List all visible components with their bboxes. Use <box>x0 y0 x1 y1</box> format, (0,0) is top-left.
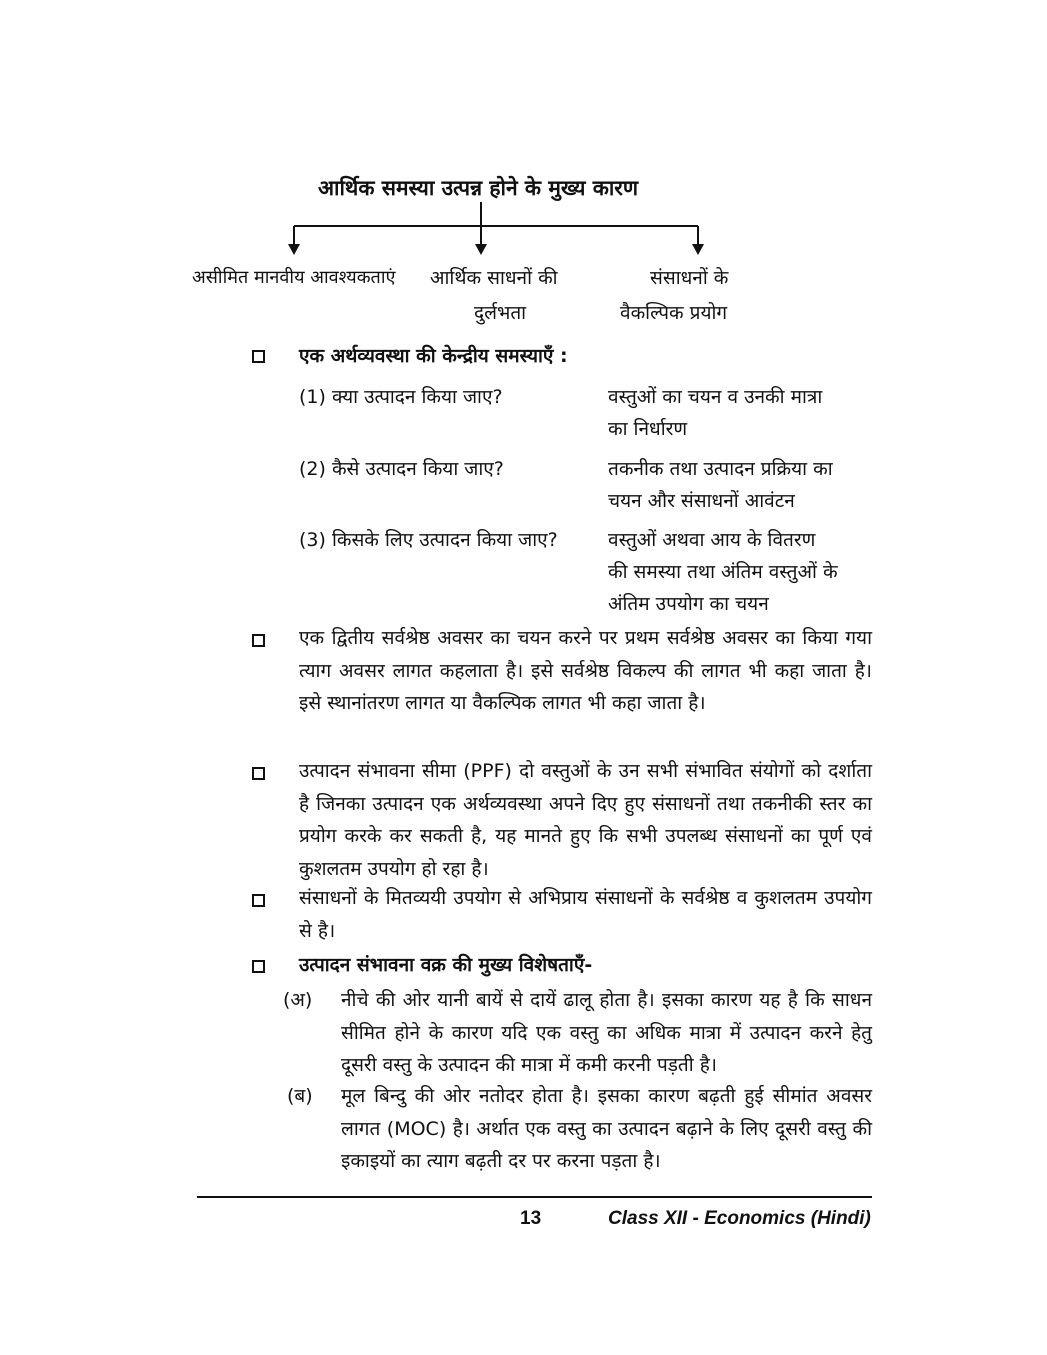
footer-rule <box>197 1196 872 1198</box>
central-answer-1-line2: का निर्धारण <box>608 418 688 440</box>
ppc-item-a-marker: (अ) <box>283 989 313 1011</box>
checkbox-icon <box>252 350 265 363</box>
central-answer-2-line2: चयन और संसाधनों आवंटन <box>608 490 795 512</box>
book-title: Class XII - Economics (Hindi) <box>608 1208 871 1229</box>
page-number: 13 <box>520 1208 542 1229</box>
central-answer-3-line2: की समस्या तथा अंतिम वस्तुओं के <box>608 561 838 583</box>
branch-3-label-line2: वैकल्पिक प्रयोग <box>620 302 728 324</box>
opportunity-cost-paragraph: एक द्वितीय सर्वश्रेष्ठ अवसर का चयन करने पर प्रथम सर्वश्रेष्ठ अवसर का किया गया त्याग अवसर लागत कहलाता है। इसे सर्वश्रेष्ठ विकल्प की लागत भी कहा जाता है। इसे स्थानांतरण लागत या वैकल्पिक लागत भी कहा जाता है। <box>299 627 872 714</box>
central-answer-2-line1: तकनीक तथा उत्पादन प्रक्रिया का <box>608 458 833 480</box>
checkbox-icon <box>252 767 265 780</box>
economical-use-paragraph: संसाधनों के मितव्ययी उपयोग से अभिप्राय संसाधनों के सर्वश्रेष्ठ व कुशलतम उपयोग से है। <box>299 887 872 942</box>
ppf-paragraph: उत्पादन संभावना सीमा (PPF) दो वस्तुओं के उन सभी संभावित संयोगों को दर्शाता है जिनका उत्पादन एक अर्थव्यवस्था अपने दिए हुए संसाधनों तथा तकनीकी स्तर का प्रयोग करके कर सकती है, यह मानते हुए कि सभी उपलब्ध संसाधनों का पूर्ण एवं कुशलतम उपयोग हो रहा है। <box>299 760 872 880</box>
central-question-2: (2) कैसे उत्पादन किया जाए? <box>299 458 504 480</box>
diagram-title: आर्थिक समस्या उत्पन्न होने के मुख्य कारण <box>318 176 639 200</box>
central-answer-3-line3: अंतिम उपयोग का चयन <box>608 593 769 615</box>
checkbox-icon <box>252 634 265 647</box>
ppc-item-b-text: मूल बिन्दु की ओर नतोदर होता है। इसका कारण बढ़ती हुई सीमांत अवसर लागत (MOC) है। अर्थात एक वस्तु का उत्पादन बढ़ाने के लिए दूसरी वस्तु की इकाइयों का त्याग बढ़ती दर पर करना पड़ता है। <box>341 1085 872 1172</box>
central-question-1: (1) क्या उत्पादन किया जाए? <box>299 386 503 408</box>
central-answer-1-line1: वस्तुओं का चयन व उनकी मात्रा <box>608 386 823 408</box>
checkbox-icon <box>252 960 265 973</box>
ppc-item-b-marker: (ब) <box>287 1085 313 1107</box>
central-problems-heading: एक अर्थव्यवस्था की केन्द्रीय समस्याएँ : <box>299 345 568 367</box>
central-question-3: (3) किसके लिए उत्पादन किया जाए? <box>299 529 558 551</box>
checkbox-icon <box>252 894 265 907</box>
ppc-item-a-text: नीचे की ओर यानी बायें से दायें ढालू होता है। इसका कारण यह है कि साधन सीमित होने के कारण यदि एक वस्तु का अधिक मात्रा में उत्पादन करने हेतु दूसरी वस्तु के उत्पादन की मात्रा में कमी करनी पड़ती है। <box>341 989 872 1076</box>
branch-1-label: असीमित मानवीय आवश्यकताएं <box>192 267 396 288</box>
central-answer-3-line1: वस्तुओं अथवा आय के वितरण <box>608 529 816 551</box>
branch-2-label: आर्थिक साधनों की <box>430 267 558 289</box>
cause-tree-connectors <box>280 200 720 260</box>
branch-2-label-line2: दुर्लभता <box>474 302 527 324</box>
ppc-features-heading: उत्पादन संभावना वक्र की मुख्य विशेषताएँ- <box>299 954 593 976</box>
branch-3-label: संसाधनों के <box>650 267 729 289</box>
